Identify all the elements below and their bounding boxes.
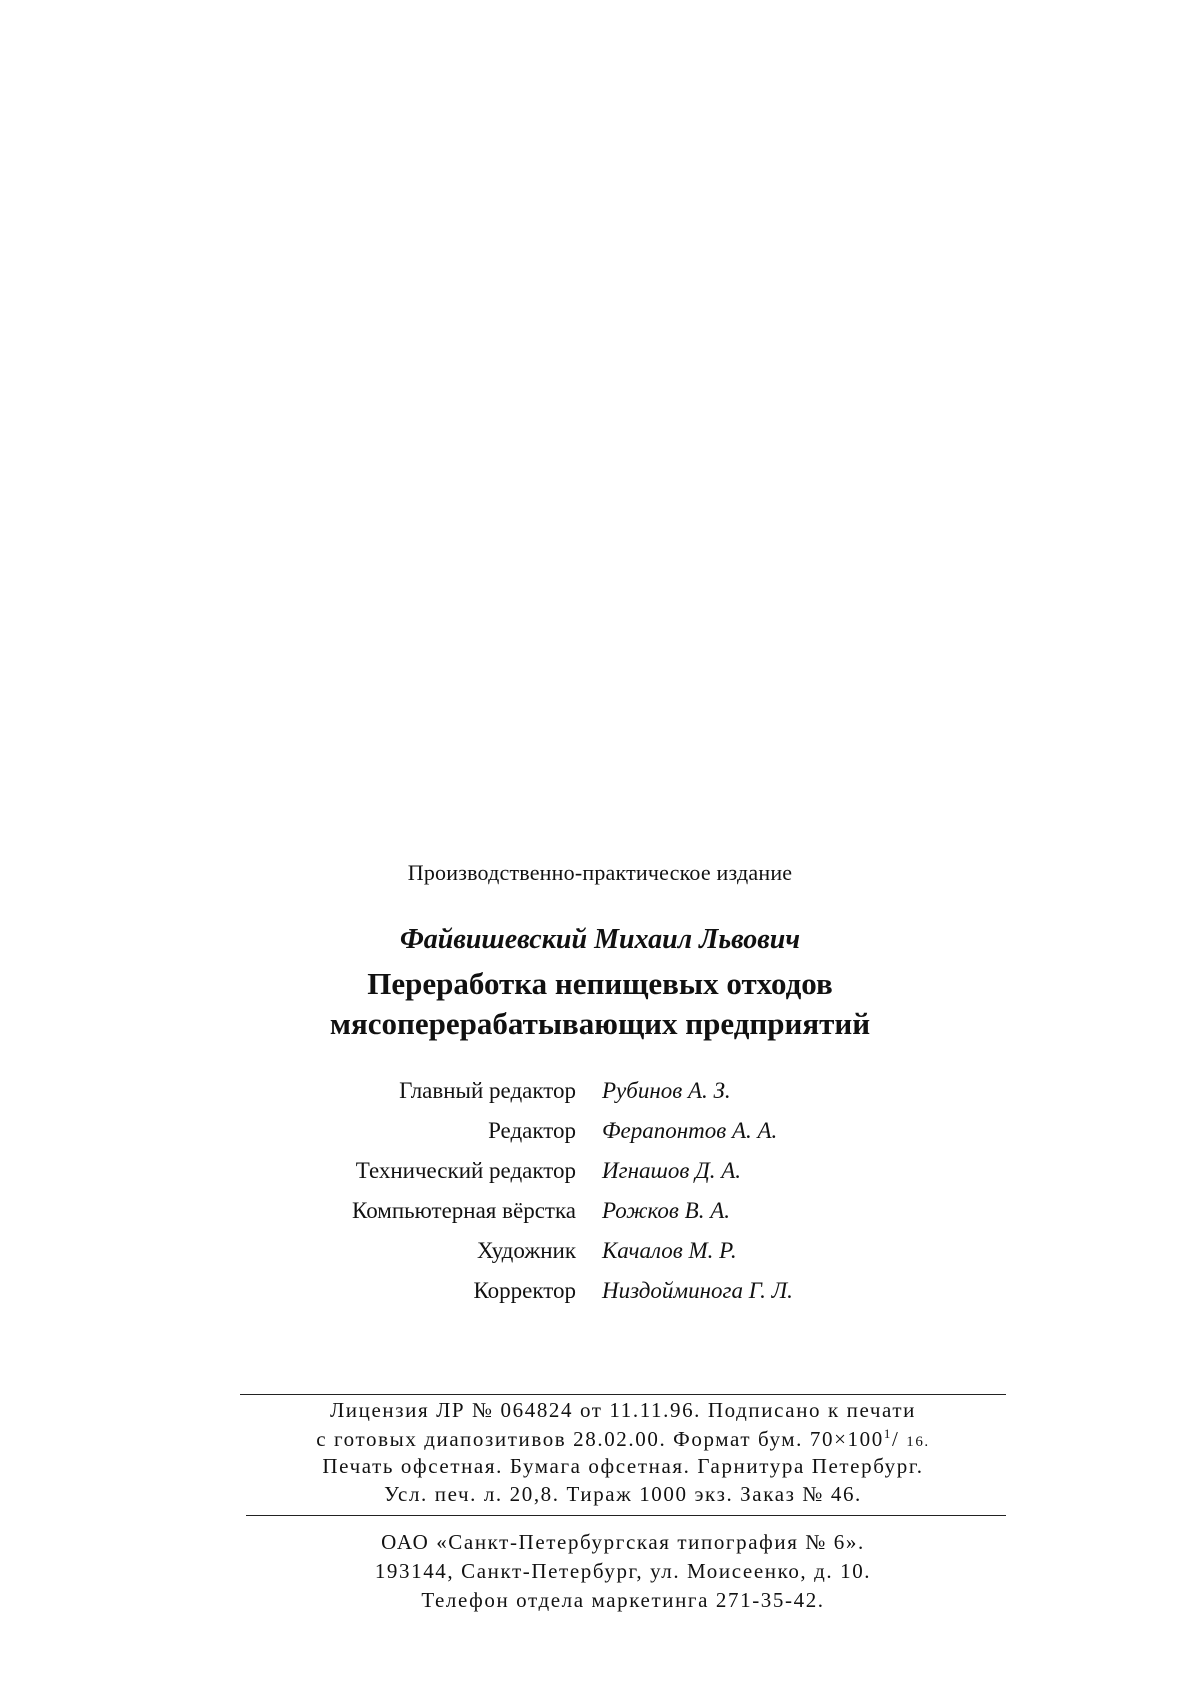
author-name: Файвишевский Михаил Львович bbox=[399, 924, 801, 955]
credit-role: Корректор bbox=[473, 1278, 576, 1303]
credit-role: Технический редактор bbox=[355, 1158, 576, 1183]
printer-address: 193144, Санкт-Петербург, ул. Моисеенко, д. 10. bbox=[374, 1559, 872, 1583]
credit-role: Редактор bbox=[488, 1118, 576, 1143]
credit-name: Ферапонтов А. А. bbox=[602, 1118, 778, 1143]
imprint-format-superscript: 1 bbox=[883, 1426, 892, 1441]
credit-row-proofreader bbox=[300, 1278, 900, 1318]
printer-name: ОАО «Санкт-Петербургская типография № 6». bbox=[381, 1530, 865, 1554]
imprint-format-text: с готовых диапозитивов 28.02.00. Формат бум. 70×100 bbox=[316, 1427, 884, 1451]
credit-row-editor bbox=[300, 1118, 900, 1158]
imprint-line: Усл. печ. л. 20,8. Тираж 1000 экз. Заказ № 46. bbox=[384, 1482, 862, 1506]
credit-name: Качалов М. Р. bbox=[602, 1238, 737, 1263]
edition-type: Производственно-практическое издание bbox=[407, 860, 793, 885]
divider-top bbox=[240, 1394, 1006, 1395]
imprint-line: Печать офсетная. Бумага офсетная. Гарнитура Петербург. bbox=[322, 1454, 924, 1478]
printer-phone: Телефон отдела маркетинга 271-35-42. bbox=[421, 1588, 825, 1612]
credit-row-technical-editor bbox=[300, 1158, 900, 1198]
credit-row-chief-editor bbox=[300, 1078, 900, 1118]
credit-name: Рубинов А. З. bbox=[602, 1078, 731, 1103]
imprint-line-format bbox=[240, 1426, 1006, 1454]
imprint-line: Лицензия ЛР № 064824 от 11.11.96. Подписано к печати bbox=[329, 1398, 917, 1422]
credit-role: Компьютерная вёрстка bbox=[352, 1198, 576, 1223]
credit-name: Низдойминога Г. Л. bbox=[602, 1278, 793, 1303]
imprint-format-denominator: 16. bbox=[906, 1434, 930, 1450]
book-title-line-1: Переработка непищевых отходов bbox=[367, 966, 833, 1001]
divider-bottom bbox=[246, 1515, 1006, 1516]
credit-name: Игнашов Д. А. bbox=[602, 1158, 742, 1183]
credit-name: Рожков В. А. bbox=[602, 1198, 731, 1223]
printer-block bbox=[240, 1530, 1006, 1617]
credit-role: Художник bbox=[477, 1238, 576, 1263]
book-title-line-2: мясоперерабатывающих предприятий bbox=[329, 1006, 871, 1041]
credit-role: Главный редактор bbox=[399, 1078, 576, 1103]
credit-row-layout bbox=[300, 1198, 900, 1238]
credits-list bbox=[300, 1078, 900, 1318]
credit-row-artist bbox=[300, 1238, 900, 1278]
imprint-block bbox=[240, 1398, 1006, 1510]
imprint-format-slash: / bbox=[891, 1427, 907, 1451]
